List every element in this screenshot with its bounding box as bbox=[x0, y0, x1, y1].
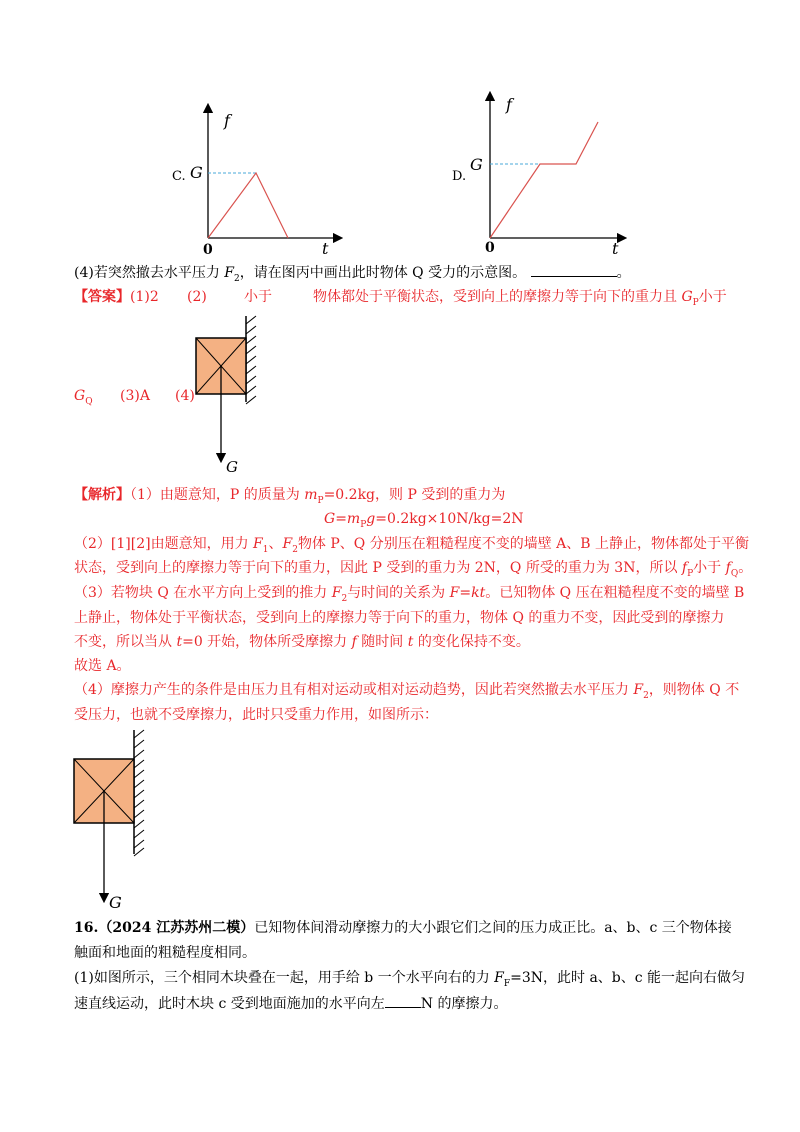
answer-2-word: 小于 bbox=[244, 289, 272, 305]
q16-line2: 触面和地面的粗糙程度相同。 bbox=[74, 945, 256, 961]
q16-line3: (1)如图所示，三个相同木块叠在一起，用手给 b 一个水平向右的力 $F_F=3N$，此时 a、b、c 能一起向右做匀 bbox=[74, 970, 746, 989]
analysis-p2-line2: 状态，受到向上的摩擦力等于向下的重力，因此 P 受到的重力为 2N，Q 所受的重力为 3N，所以 $f_P$小于 $f_Q$。 bbox=[74, 560, 753, 579]
analysis-p2-line1: （2）[1][2]由题意知，用力 $F_1$、$F_2$物体 P、Q 分别压在粗糙程度不变的墙壁 A、B 上静止，物体都处于平衡 bbox=[74, 536, 750, 555]
analysis-p3-choice: 故选 A。 bbox=[74, 658, 131, 674]
graph-c-x-label: t bbox=[322, 239, 329, 258]
graph-d-curve bbox=[490, 122, 598, 238]
q4-prefix: (4)若突然撤去水平压力 bbox=[74, 265, 225, 281]
graph-d-label: D. bbox=[452, 169, 467, 184]
graph-c-label: C. bbox=[172, 169, 186, 184]
answer-diagram-svg bbox=[190, 312, 270, 482]
analysis-diagram-svg bbox=[66, 726, 166, 916]
answer-2-label: (2) bbox=[187, 289, 207, 305]
graph-c-origin: 0 bbox=[203, 242, 213, 258]
analysis-p1: 【解析】（1）由题意知，P 的质量为 $m_P=0.2kg$，则 P 受到的重力为 bbox=[74, 487, 506, 506]
graph-d-svg bbox=[440, 88, 640, 258]
q16-line1 bbox=[74, 918, 732, 938]
q4-f2-sub: 2 bbox=[234, 273, 240, 284]
analysis-gravity-label: G bbox=[109, 893, 122, 912]
answer-4: (4) bbox=[175, 388, 195, 404]
graph-d-origin: 0 bbox=[485, 240, 495, 256]
analysis-p3-line1: （3）若物块 Q 在水平方向上受到的推力 $F_2$与时间的关系为 F=kt。已知物体 Q 压在粗糙程度不变的墙壁 B bbox=[74, 585, 745, 604]
answer-diagram bbox=[190, 312, 270, 482]
answer-tag: 【答案】 bbox=[74, 289, 130, 305]
q4-answer-blank[interactable] bbox=[531, 262, 617, 277]
graph-c-curve bbox=[208, 173, 288, 238]
graph-d-x-label: t bbox=[612, 239, 619, 258]
answer-gravity-label: G bbox=[226, 458, 238, 476]
analysis-p3-line2: 上静止，物体处于平衡状态，受到向上的摩擦力等于向下的重力，物体 Q 的重力不变，因此受到的摩擦力 bbox=[74, 610, 725, 626]
analysis-p4-line2: 受压力，也就不受摩擦力，此时只受重力作用，如图所示： bbox=[74, 707, 438, 723]
analysis-wall-hatch bbox=[134, 730, 144, 856]
analysis-p4-line1: （4）摩擦力产生的条件是由压力且有相对运动或相对运动趋势，因此若突然撤去水平压力 $F_2$，则物体 Q 不 bbox=[74, 682, 740, 701]
answer-line bbox=[74, 287, 159, 307]
q16-line4: 速直线运动，此时木块 c 受到地面施加的水平向左 N 的摩擦力。 bbox=[74, 993, 507, 1014]
graph-d bbox=[440, 88, 640, 258]
answer-2-reason: 物体都处于平衡状态，受到向上的摩擦力等于向下的重力且 $G_P$小于 bbox=[313, 289, 727, 308]
analysis-eq: $G=m_Pg=0.2kg\times 10N/kg=2N$ bbox=[324, 511, 524, 530]
question-4 bbox=[74, 262, 631, 289]
graph-c-svg bbox=[160, 88, 360, 258]
answer-gq: $G_Q$ bbox=[74, 388, 93, 407]
answer-3: (3)A bbox=[120, 388, 150, 404]
q4-f2: F bbox=[224, 265, 234, 281]
q16-text-1: 已知物体间滑动摩擦力的大小跟它们之间的压力成正比。a、b、c 三个物体接 bbox=[254, 920, 732, 936]
q16-number: 16. bbox=[74, 920, 99, 936]
graph-d-g-label: G bbox=[470, 155, 483, 174]
q4-end: 。 bbox=[616, 265, 631, 281]
analysis-diagram bbox=[66, 726, 166, 916]
graph-c-g-label: G bbox=[190, 163, 203, 182]
graph-d-y-label: f bbox=[506, 95, 512, 114]
q16-source: （2024 江苏苏州二模） bbox=[98, 920, 255, 936]
analysis-p3-line3: 不变，所以当从 t=0 开始，物体所受摩擦力 f 随时间 t 的变化保持不变。 bbox=[74, 634, 530, 650]
graph-c-y-label: f bbox=[224, 111, 230, 130]
answer-wall-hatch bbox=[246, 316, 256, 404]
q4-suffix: ，请在图丙中画出此时物体 Q 受力的示意图。 bbox=[239, 265, 527, 281]
answer-1: (1)2 bbox=[130, 289, 159, 305]
graph-c bbox=[160, 88, 360, 258]
q16-answer-blank[interactable] bbox=[385, 993, 421, 1008]
